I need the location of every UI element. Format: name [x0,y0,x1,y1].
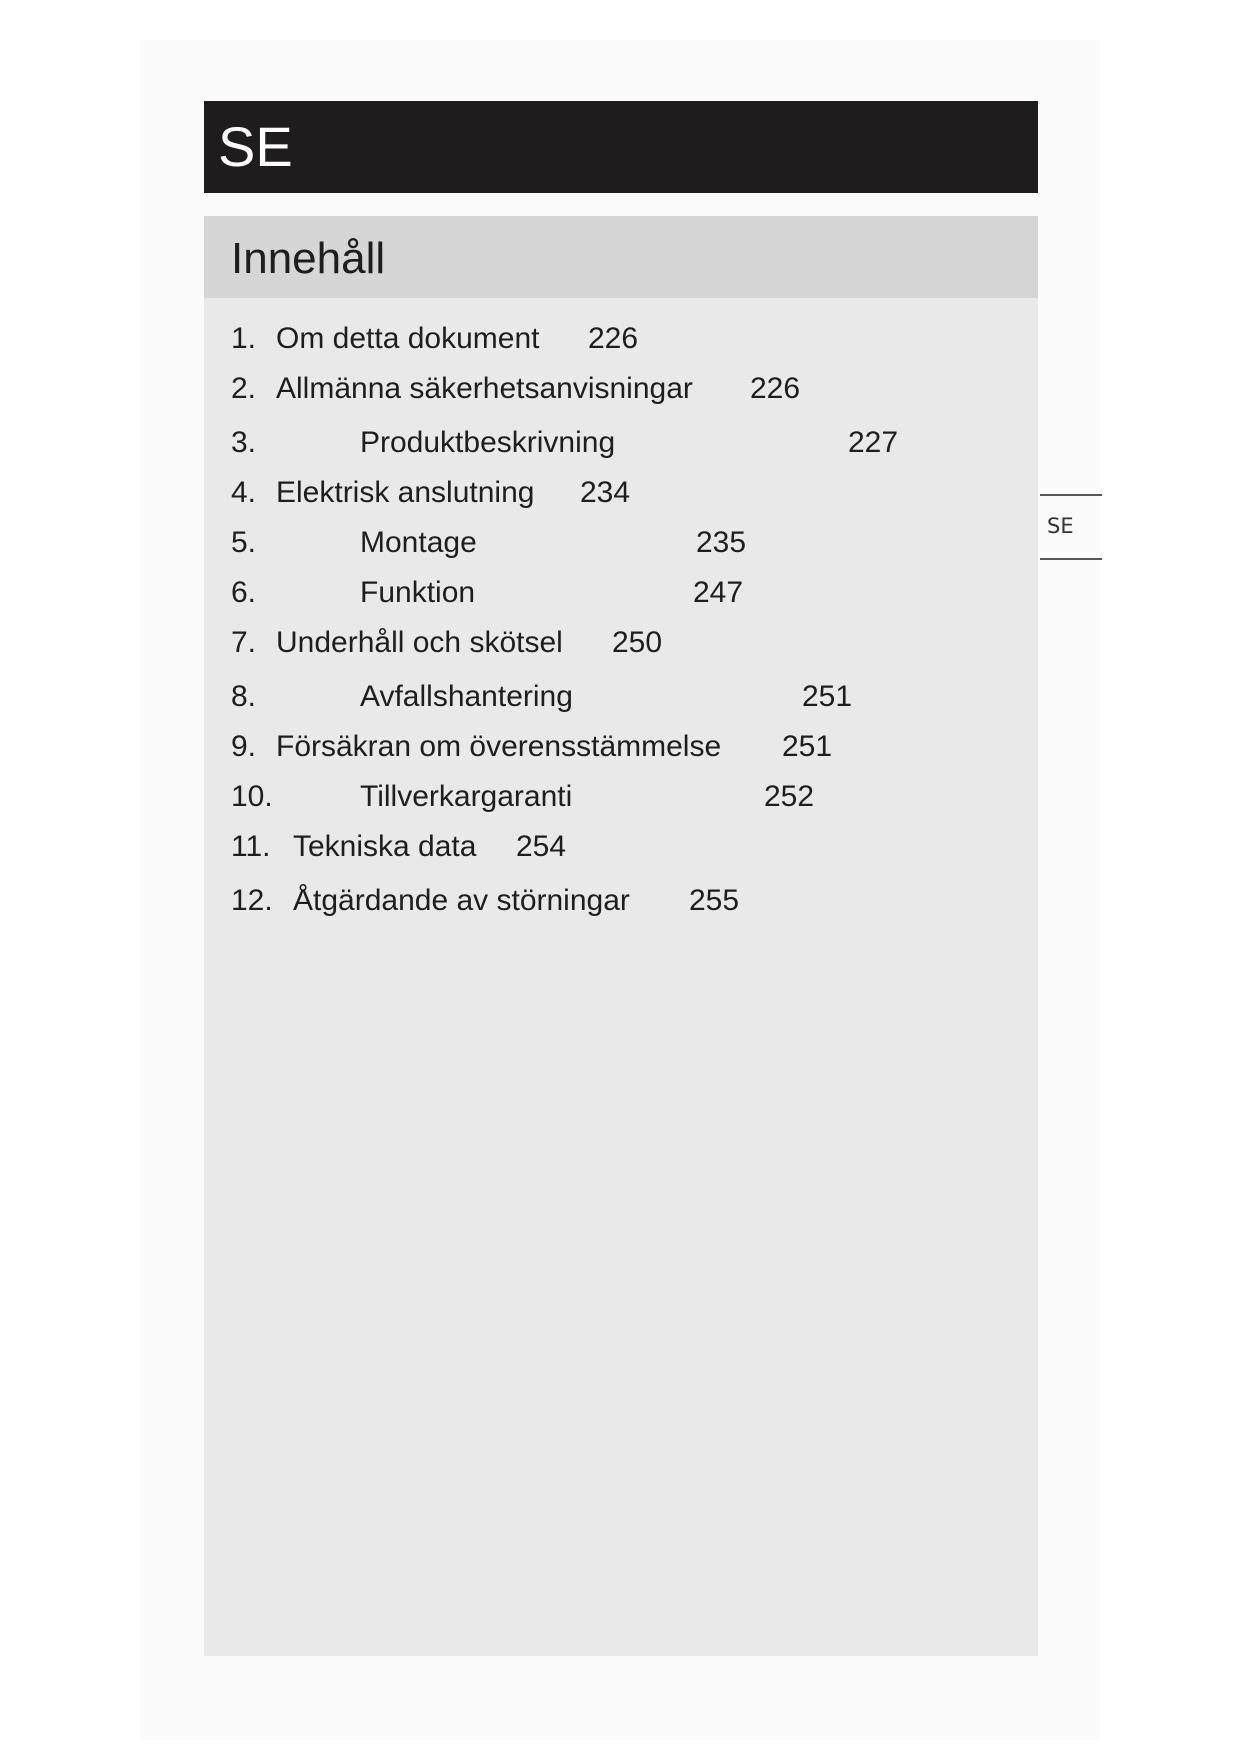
toc-heading: Innehåll [231,234,386,283]
table-of-contents [204,216,1038,1656]
language-side-tab[interactable] [1040,494,1102,560]
toc-entry-title: Åtgärdande av störningar [293,884,630,917]
toc-entry-number: 12. [231,884,273,917]
toc-entry-page: 255 [689,884,740,917]
toc-entry-page: 250 [612,626,663,659]
side-tab-label: SE [1047,514,1074,538]
toc-entry-number: 6. [231,576,257,609]
toc-entry-number: 8. [231,680,257,713]
toc-entry-title: Funktion [360,576,476,609]
toc-entry-title: Elektrisk anslutning [276,476,535,509]
toc-entry-title: Tillverkargaranti [360,780,573,813]
toc-entry-page: 227 [848,426,899,459]
toc-entry-number: 5. [231,526,257,559]
toc-entry-page: 251 [802,680,853,713]
toc-entry-number: 2. [231,372,257,405]
toc-entry-title: Underhåll och skötsel [276,626,563,659]
toc-entry-number: 7. [231,626,257,659]
language-code: SE [218,115,293,178]
toc-entry-page: 251 [782,730,833,763]
toc-entry-page: 226 [588,322,639,355]
toc-entry-title: Avfallshantering [360,680,573,713]
toc-entry-title: Om detta dokument [276,322,540,355]
toc-entry-page: 235 [696,526,747,559]
toc-entry-title: Produktbeskrivning [360,426,616,459]
toc-entry-title: Tekniska data [293,830,477,863]
toc-entry-title: Allmänna säkerhetsanvisningar [276,372,693,405]
toc-list [204,216,1038,1216]
toc-entry-page: 247 [693,576,744,609]
toc-entry-number: 9. [231,730,257,763]
toc-entry-number: 4. [231,476,257,509]
toc-entry-number: 10. [231,780,273,813]
language-header-bar [204,101,1038,193]
toc-entry-number: 1. [231,322,257,355]
toc-entry-page: 254 [516,830,567,863]
toc-entry-number: 11. [231,830,271,863]
toc-entry-title: Försäkran om överensstämmelse [276,730,722,763]
toc-entry-page: 226 [750,372,801,405]
toc-entry-page: 252 [764,780,815,813]
toc-entry-number: 3. [231,426,257,459]
toc-entry-page: 234 [580,476,631,509]
toc-entry-title: Montage [360,526,477,559]
